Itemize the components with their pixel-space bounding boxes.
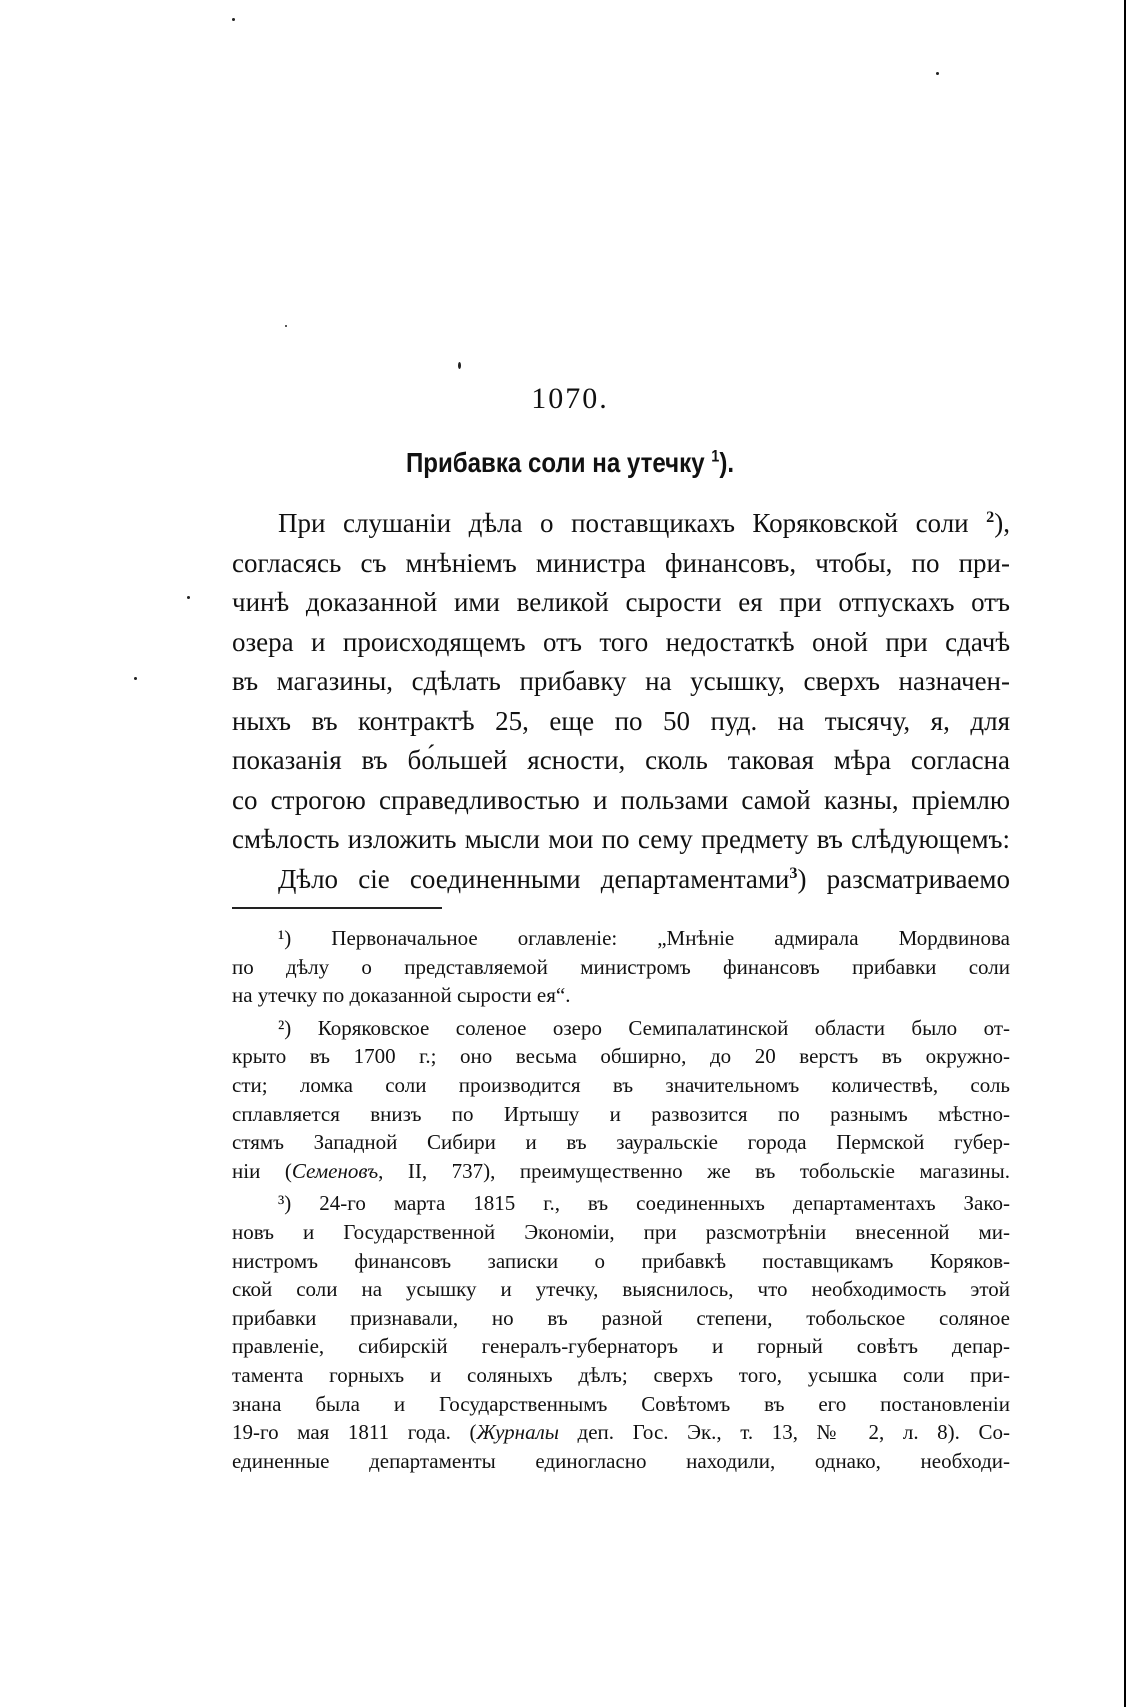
text-line: стямъ Западной Сибири и въ зауральскіе города Пермской губер- <box>232 1130 1010 1155</box>
text-fragment: Коряковское соленое озеро Семипалатинской области было от- <box>317 1015 1011 1040</box>
text-fragment: ), <box>994 508 1010 538</box>
footnote-mark: ¹) <box>278 926 292 950</box>
footnote-ref-3: 3 <box>789 863 798 882</box>
text-line: крыто въ 1700 г.; оно весьма обширно, до 20 верстъ въ окружно- <box>232 1044 1010 1069</box>
scan-speck <box>134 677 137 680</box>
text-line <box>232 1157 1010 1186</box>
text-line: новъ и Государственной Экономіи, при разсмотрѣніи внесенной ми- <box>232 1219 1010 1244</box>
text-line: смѣлость изложить мысли мои по сему предмету въ слѣдующемъ: <box>232 824 1010 854</box>
article-title-tail: ). <box>719 447 735 478</box>
text-line: сплавляется внизъ по Иртышу и развозится по разнымъ мѣстно- <box>232 1101 1010 1126</box>
scan-speck <box>285 325 287 327</box>
scan-speck <box>936 72 939 75</box>
text-line: нистромъ финансовъ записки о прибавкѣ поставщикамъ Коряков- <box>232 1248 1010 1273</box>
text-line <box>232 504 1010 544</box>
text-fragment: ) разсматриваемо <box>797 863 1010 894</box>
main-text <box>232 504 1010 899</box>
footnote-1 <box>232 924 1010 1010</box>
article-title <box>80 447 1060 479</box>
text-line: чинѣ доказанной ими великой сырости ея при отпускахъ отъ <box>232 587 1010 617</box>
footnote-ref-2: 2 <box>986 508 995 526</box>
text-fragment: 19-го мая 1811 года. ( <box>232 1420 477 1445</box>
text-line <box>232 1189 1010 1218</box>
text-fragment: 24-го марта 1815 г., въ соединенныхъ департаментахъ Зако- <box>319 1191 1010 1216</box>
text-line: по дѣлу о представляемой министромъ финансовъ прибавки соли <box>232 954 1010 979</box>
footnote-2 <box>232 1014 1010 1186</box>
text-line: показанія въ бо́льшей ясности, сколь таковая мѣра согласна <box>232 745 1010 775</box>
citation-author: Семеновъ <box>291 1158 379 1183</box>
text-line: согласясь съ мнѣніемъ министра финансовъ, чтобы, по при- <box>232 547 1010 578</box>
text-line: сти; ломка соли производится въ значительномъ количествѣ, соль <box>232 1072 1010 1097</box>
footnote-separator <box>232 907 442 909</box>
footnote-3 <box>232 1189 1010 1475</box>
text-line: правленіе, сибирскій генералъ-губернаторъ и горный совѣтъ депар- <box>232 1334 1010 1359</box>
citation-source: Журналы <box>476 1420 559 1445</box>
scan-speck <box>187 596 190 599</box>
text-line: тамента горныхъ и соляныхъ дѣлъ; сверхъ того, усышка соли при- <box>232 1362 1010 1387</box>
article-number: 1070. <box>531 382 609 415</box>
text-fragment: Дѣло сіе соединенными департаментами <box>278 863 790 894</box>
text-line: озера и происходящемъ отъ того недостаткѣ оной при сдачѣ <box>232 626 1010 657</box>
text-fragment: ніи ( <box>232 1158 292 1183</box>
page-edge-shadow <box>1124 0 1126 1707</box>
text-line: въ магазины, сдѣлать прибавку на усышку, сверхъ назначен- <box>232 666 1010 696</box>
article-title-text: Прибавка соли на утечку <box>405 447 705 478</box>
footnote-ref-1: 1 <box>711 446 720 466</box>
text-line: прибавки признавали, но въ разной степени, тобольское соляное <box>232 1305 1010 1330</box>
text-fragment: Первоначальное оглавленіе: „Мнѣніе адмирала Мордвинова <box>331 926 1010 950</box>
text-line <box>232 1014 1010 1043</box>
text-line: со строгою справедливостью и пользами самой казны, пріемлю <box>232 784 1010 815</box>
scan-speck <box>458 362 461 369</box>
text-line: знана была и Государственнымъ Совѣтомъ въ его постановленіи <box>232 1391 1010 1416</box>
text-line <box>232 1418 1010 1447</box>
text-fragment: деп. Гос. Эк., т. 13, № 2, л. 8). Со- <box>558 1420 1010 1445</box>
text-line: единенные департаменты единогласно находили, однако, необходи- <box>232 1448 1010 1473</box>
text-line <box>232 860 1010 900</box>
footnote-mark: ³) <box>278 1191 292 1216</box>
text-fragment: При слушаніи дѣла о поставщикахъ Коряковской соли <box>278 508 987 538</box>
footnotes <box>232 924 1010 1479</box>
text-line: ской соли на усышку и утечку, выяснилось, что необходимость этой <box>232 1277 1010 1302</box>
text-line <box>232 924 1010 953</box>
text-line: ныхъ въ контрактѣ 25, еще по 50 пуд. на тысячу, я, для <box>232 705 1010 736</box>
footnote-mark: ²) <box>278 1015 292 1040</box>
scan-speck <box>232 18 235 21</box>
text-fragment: , II, 737), преимущественно же въ тобольскіе магазины. <box>378 1158 1010 1183</box>
text-line: на утечку по доказанной сырости ея“. <box>232 983 571 1008</box>
